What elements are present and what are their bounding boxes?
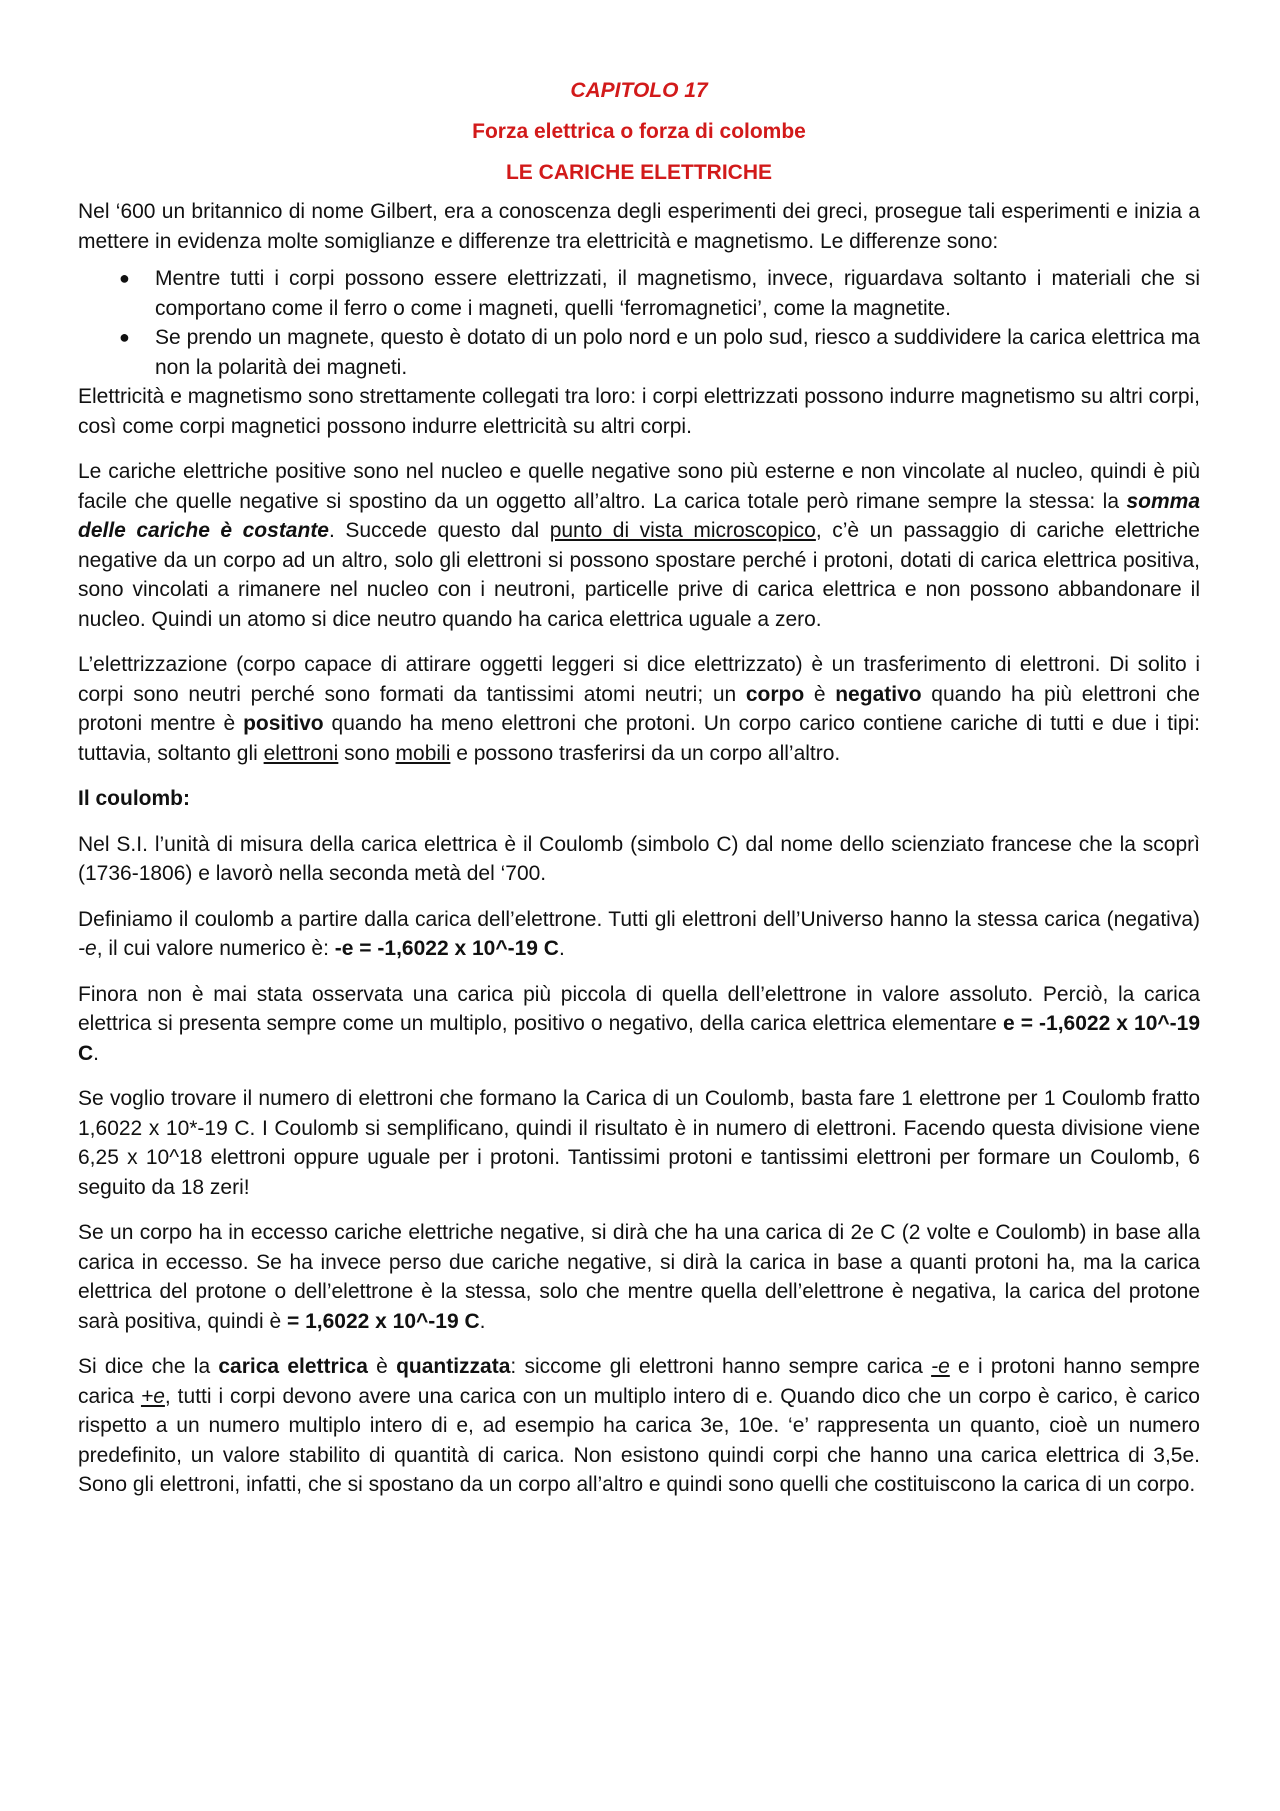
formula-proton-charge: = 1,6022 x 10^-19 C bbox=[286, 1309, 480, 1333]
bullet-icon: ● bbox=[119, 327, 130, 347]
list-item bbox=[119, 264, 1200, 323]
bullet-icon: ● bbox=[119, 268, 130, 288]
list-item-text: Mentre tutti i corpi possono essere elettrizzati, il magnetismo, invece, riguardava soltanto i materiali che si comportano come il ferro o come i magneti, quelli ‘ferromagnetici’, come la magnetite. bbox=[155, 267, 1200, 320]
paragraph-gilbert: Nel ‘600 un britannico di nome Gilbert, era a conoscenza degli esperimenti dei greci, prosegue tali esperimenti e inizia a mettere in evidenza molte somiglianze e differenze tra elettricità e magnetismo. Le differenze sono: bbox=[78, 200, 1200, 253]
formula-elementary-charge: e = -1,6022 x 10^-19 C bbox=[78, 1012, 1200, 1065]
paragraph-charges: Le cariche elettriche positive sono nel nucleo e quelle negative sono più esterne e non vincolate al nucleo, quindi è più facile che quelle negative si spostino da un oggetto all’altro. La carica totale però rimane sempre la stessa: la somma delle cariche è costante. Succede questo dal punto di vista microscopico, c’è un passaggio di cariche elettriche negative da un corpo ad un altro, solo gli elettroni si possono spostare perché i protoni, dotati di carica elettrica positiva, sono vincolati a rimanere nel nucleo con i neutroni, particelle prive di carica elettrica e non possono abbandonare il nucleo. Quindi un atomo si dice neutro quando ha carica elettrica uguale a zero. bbox=[78, 460, 1200, 631]
paragraph-excess-charge: Se un corpo ha in eccesso cariche elettriche negative, si dirà che ha una carica di 2e C (2 volte e Coulomb) in base alla carica in eccesso. Se ha invece perso due cariche negative, si dirà la carica in base a quanti protoni ha, ma la carica elettrica del protone o dell’elettrone è la stessa, solo che mentre quella dell’elettrone è negativa, la carica del protone sarà positiva, quindi è = 1,6022 x 10^-19 C. bbox=[78, 1221, 1200, 1333]
paragraph-electricity-magnetism: Elettricità e magnetismo sono strettamente collegati tra loro: i corpi elettrizzati possono indurre magnetismo su altri corpi, così come corpi magnetici possono indurre elettricità su altri corpi. bbox=[78, 385, 1200, 438]
paragraph-electrization: L’elettrizzazione (corpo capace di attirare oggetti leggeri si dice elettrizzato) è un trasferimento di elettroni. Di solito i corpi sono neutri perché sono formati da tantissimi atomi neutri; un corpo è negativo quando ha più elettroni che protoni mentre è positivo quando ha meno elettroni che protoni. Un corpo carico contiene cariche di tutti e due i tipi: tuttavia, soltanto gli elettroni sono mobili e possono trasferirsi da un corpo all’altro. bbox=[78, 653, 1200, 765]
formula-electron-charge: -e = -1,6022 x 10^-19 C bbox=[334, 937, 559, 960]
section-title: LE CARICHE ELETTRICHE bbox=[505, 161, 772, 184]
paragraph-quantized: Si dice che la carica elettrica è quantizzata: siccome gli elettroni hanno sempre carica -e e i protoni hanno sempre carica +e, tutti i corpi devono avere una carica con un multiplo intero di e. Quando dico che un corpo è carico, è carico rispetto a un numero multiplo intero di e, ad esempio ha carica 3e, 10e. ‘e’ rappresenta un quanto, cioè un numero predefinito, un valore stabilito di quantità di carica. Non esistono quindi corpi che hanno una carica elettrica di 3,5e. Sono gli elettroni, infatti, che si spostano da un corpo all’altro e quindi sono quelli che costituiscono la carica di un corpo. bbox=[78, 1355, 1200, 1496]
chapter-subtitle: Forza elettrica o forza di colombe bbox=[472, 120, 806, 143]
paragraph-elementary-charge: Finora non è mai stata osservata una carica più piccola di quella dell’elettrone in valore assoluto. Perciò, la carica elettrica si presenta sempre come un multiplo, positivo o negativo, della carica elettrica elementare e = -1,6022 x 10^-19 C. bbox=[78, 982, 1200, 1065]
chapter-title: CAPITOLO 17 bbox=[570, 79, 708, 102]
underline-microscopic: punto di vista microscopico bbox=[549, 519, 816, 542]
paragraph-number-electrons: Se voglio trovare il numero di elettroni che formano la Carica di un Coulomb, basta fare 1 elettrone per 1 Coulomb fratto 1,6022 x 10*-19 C. I Coulomb si semplificano, quindi il risultato è in numero di elettroni. Facendo questa divisione viene 6,25 x 10^18 elettroni oppure uguale per i protoni. Tantissimi protoni e tantissimi elettroni per formare un Coulomb, 6 seguito da 18 zeri! bbox=[78, 1087, 1200, 1199]
paragraph-define-coulomb: Definiamo il coulomb a partire dalla carica dell’elettrone. Tutti gli elettroni dell’Universo hanno la stessa carica (negativa) -e, il cui valore numerico è: -e = -1,6022 x 10^-19 C. bbox=[78, 907, 1200, 960]
emphasis-sum-constant: somma delle cariche è costante bbox=[78, 489, 1200, 542]
paragraph-si-unit: Nel S.I. l’unità di misura della carica elettrica è il Coulomb (simbolo C) dal nome dello scienziato francese che la scoprì (1736-1806) e lavorò nella seconda metà del ‘700. bbox=[78, 832, 1200, 885]
differences-list bbox=[78, 264, 1200, 382]
coulomb-subheading: Il coulomb: bbox=[78, 787, 190, 810]
list-item-text: Se prendo un magnete, questo è dotato di un polo nord e un polo sud, riesco a suddividere la carica elettrica ma non la polarità dei magneti. bbox=[155, 326, 1200, 379]
list-item bbox=[119, 323, 1200, 382]
